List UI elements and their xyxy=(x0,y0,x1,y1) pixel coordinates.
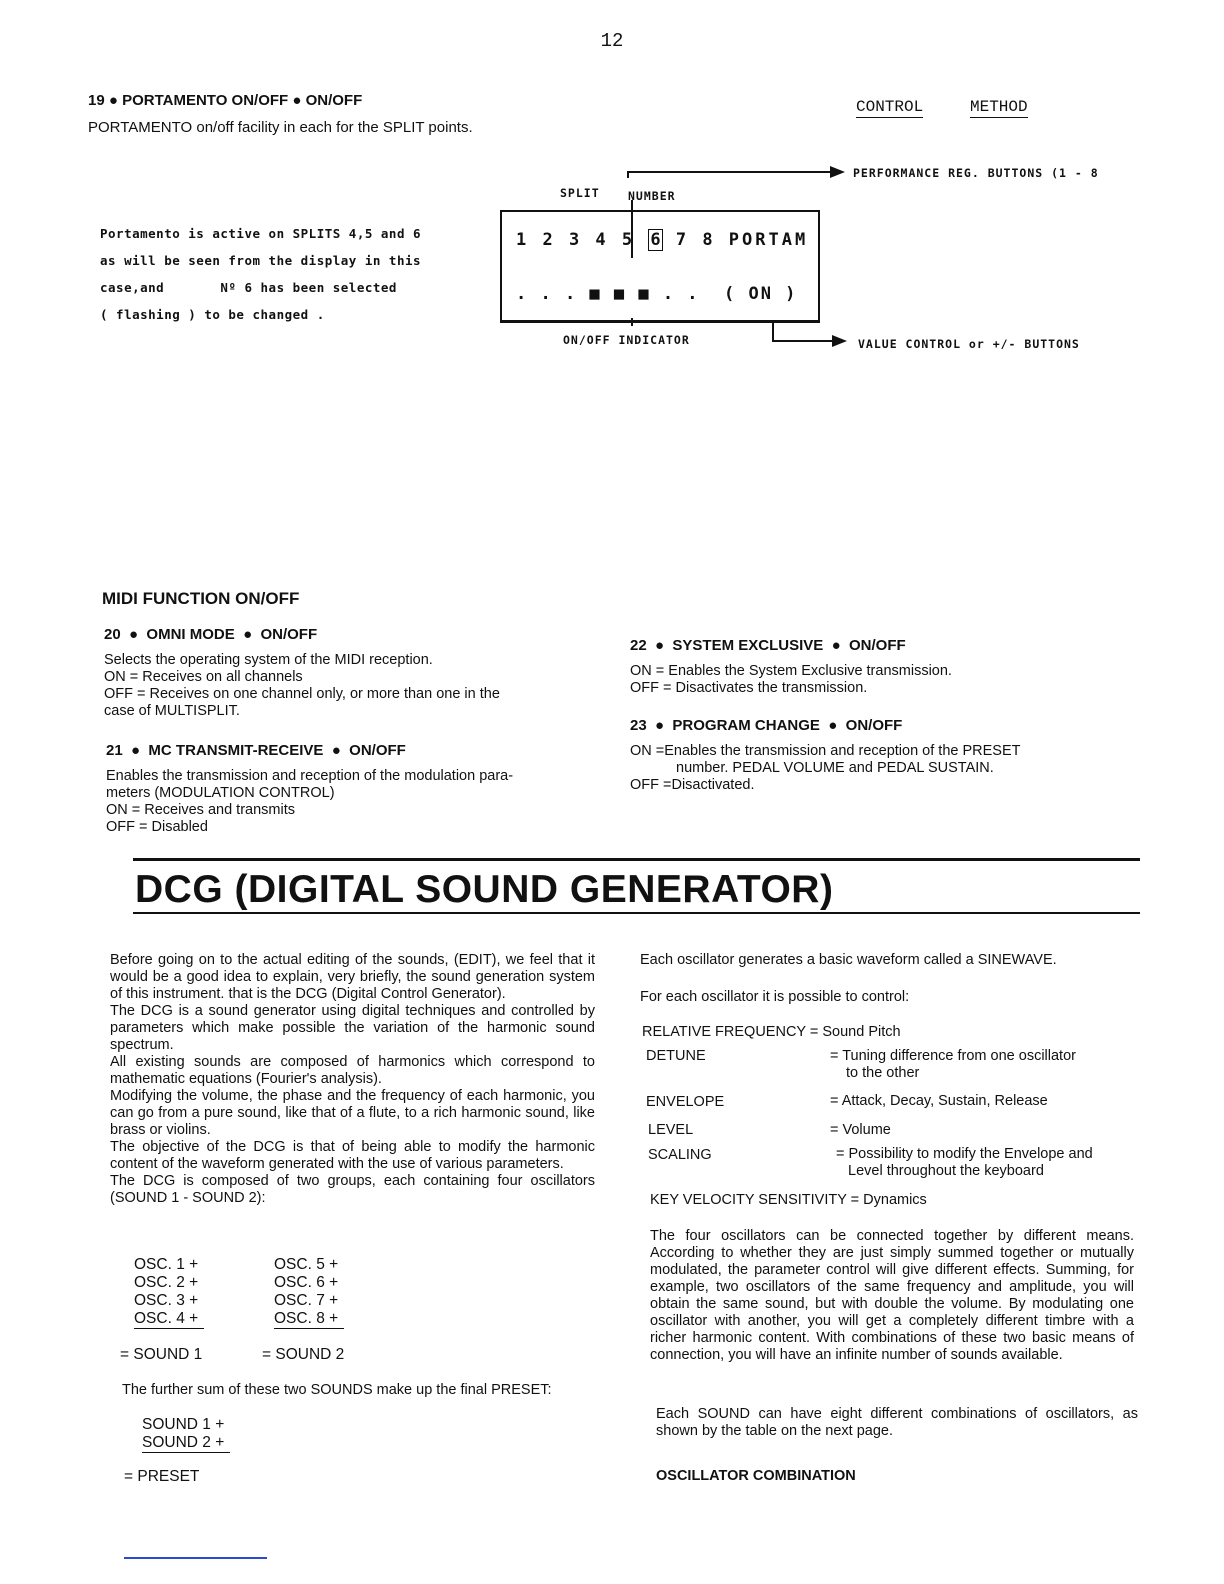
dcg-left-column xyxy=(110,952,595,1207)
note-line: as will be seen from the display in this xyxy=(100,253,422,268)
param-name: SCALING xyxy=(648,1147,712,1163)
portamento-heading: 19 ● PORTAMENTO ON/OFF ● ON/OFF xyxy=(88,92,363,109)
divider xyxy=(133,858,1140,861)
osc-column-1 xyxy=(134,1256,204,1329)
param-name: ENVELOPE xyxy=(646,1094,725,1110)
sound1-result: = SOUND 1 xyxy=(120,1346,203,1363)
combinations-paragraph: Each SOUND can have eight different combinations of oscillators, as shown by the table on the next page. xyxy=(656,1406,1138,1439)
text-line: ON = Receives on all channels xyxy=(104,669,303,685)
paragraph: The DCG is composed of two groups, each containing four oscillators (SOUND 1 - SOUND 2): xyxy=(110,1173,595,1206)
text-line: Enables the transmission and reception of the modulation para- xyxy=(106,768,514,784)
param-name: LEVEL xyxy=(648,1122,694,1138)
text-line: OFF =Disactivated. xyxy=(630,777,755,793)
osc-item: OSC. 7 + xyxy=(274,1292,339,1309)
indicator-label: ON/OFF INDICATOR xyxy=(563,333,690,347)
further-sum: The further sum of these two SOUNDS make up the final PRESET: xyxy=(122,1382,552,1398)
osc-item: OSC. 5 + xyxy=(274,1256,339,1273)
osc-column-2 xyxy=(274,1256,344,1329)
lcd-selected-digit: 6 xyxy=(650,230,661,250)
right-intro: Each oscillator generates a basic waveform called a SINEWAVE. xyxy=(640,952,1057,968)
page-number: 12 xyxy=(600,30,624,52)
section-heading: 20 ● OMNI MODE ● ON/OFF xyxy=(104,626,318,643)
lcd-display xyxy=(500,210,820,323)
divider xyxy=(124,1557,267,1559)
param-desc: = Attack, Decay, Sustain, Release xyxy=(830,1093,1048,1109)
dcg-title: DCG (DIGITAL SOUND GENERATOR) xyxy=(135,868,834,911)
section-heading: 22 ● SYSTEM EXCLUSIVE ● ON/OFF xyxy=(630,637,906,654)
lcd-digits-after: 7 8 PORTAM xyxy=(662,230,809,250)
midi-item-23 xyxy=(630,717,1130,794)
text-line: case of MULTISPLIT. xyxy=(104,703,240,719)
sound2-result: = SOUND 2 xyxy=(262,1346,345,1363)
text-line: OFF = Disactivates the transmission. xyxy=(630,680,868,696)
sound-item: SOUND 1 + xyxy=(142,1416,225,1433)
param-desc xyxy=(830,1048,1076,1082)
section-heading: 23 ● PROGRAM CHANGE ● ON/OFF xyxy=(630,717,903,734)
osc-item: OSC. 2 + xyxy=(134,1274,199,1291)
text-line: Level throughout the keyboard xyxy=(848,1163,1044,1179)
param-desc: = Volume xyxy=(830,1122,891,1138)
lcd-row-2: . . . ■ ■ ■ . . ( ON ) xyxy=(516,284,798,304)
oscillator-combination-heading: OSCILLATOR COMBINATION xyxy=(656,1468,856,1484)
lcd-row-1 xyxy=(516,230,808,250)
value-label: VALUE CONTROL or +/- BUTTONS xyxy=(858,337,1080,351)
note-line: ( flashing ) to be changed . xyxy=(100,307,325,322)
connection-paragraph: The four oscillators can be connected together by different means. According to whether they are just simply summed together or mutually modulated, the parameter control will give different effects. Summing, for example, two oscillators of the same frequency and amplitude, you will obtain the same sound, but with double the volume. By modulating one oscillator with another, you will get a completely different timbre with a richer harmonic content. With combinations of these two basic means of connection, you will have an infinite number of sounds available. xyxy=(650,1228,1134,1363)
text-line: meters (MODULATION CONTROL) xyxy=(106,785,335,801)
text-line: OFF = Receives on one channel only, or more than one in the xyxy=(104,686,500,702)
method-label: METHOD xyxy=(970,98,1028,116)
relative-frequency: RELATIVE FREQUENCY = Sound Pitch xyxy=(642,1024,901,1040)
section-heading: 21 ● MC TRANSMIT-RECEIVE ● ON/OFF xyxy=(106,742,406,759)
note-line: Portamento is active on SPLITS 4,5 and 6 xyxy=(100,226,422,241)
param-desc xyxy=(836,1146,1093,1180)
paragraph: The objective of the DCG is that of being able to modify the harmonic content of the waveform generated with the use of various parameters. xyxy=(110,1139,595,1172)
paragraph: The DCG is a sound generator using digital techniques and controlled by parameters which make possible the variation of the harmonic sound spectrum. xyxy=(110,1003,595,1053)
paragraph: All existing sounds are composed of harmonics which correspond to mathematic equations (Fourier's analysis). xyxy=(110,1054,595,1087)
midi-item-22 xyxy=(630,637,1130,697)
arrow-right-icon xyxy=(830,166,845,178)
text-line: to the other xyxy=(846,1065,920,1081)
performance-label: PERFORMANCE REG. BUTTONS (1 - 8 xyxy=(853,166,1099,180)
portamento-description: PORTAMENTO on/off facility in each for the SPLIT points. xyxy=(88,119,473,136)
midi-item-20 xyxy=(104,626,594,720)
arrow-right-icon xyxy=(832,335,847,347)
osc-item: OSC. 6 + xyxy=(274,1274,339,1291)
param-name: DETUNE xyxy=(646,1048,706,1064)
osc-item: OSC. 1 + xyxy=(134,1256,199,1273)
osc-item: OSC. 4 + xyxy=(134,1310,204,1329)
split-label: SPLIT xyxy=(560,186,600,200)
osc-item: OSC. 8 + xyxy=(274,1310,344,1329)
diagram-arrows xyxy=(0,0,1224,400)
sound-sum xyxy=(142,1416,230,1453)
paragraph: Modifying the volume, the phase and the frequency of each harmonic, you can go from a pure sound, like that of a flute, to a rich harmonic sound, like brass or violins. xyxy=(110,1088,595,1138)
text-line: OFF = Disabled xyxy=(106,819,208,835)
text-line: ON =Enables the transmission and reception of the PRESET xyxy=(630,743,1021,759)
lcd-digits-before: 1 2 3 4 5 xyxy=(516,230,649,250)
text-line: ON = Enables the System Exclusive transmission. xyxy=(630,663,952,679)
midi-heading: MIDI FUNCTION ON/OFF xyxy=(102,589,300,608)
control-intro: For each oscillator it is possible to control: xyxy=(640,989,910,1005)
osc-item: OSC. 3 + xyxy=(134,1292,199,1309)
paragraph: Before going on to the actual editing of the sounds, (EDIT), we feel that it would be a good idea to explain, very briefly, the sound generation system of this instrument. that is the DCG (Digital Control Generator). xyxy=(110,952,595,1002)
text-line: Selects the operating system of the MIDI reception. xyxy=(104,652,433,668)
control-label: CONTROL xyxy=(856,98,924,116)
key-velocity: KEY VELOCITY SENSITIVITY = Dynamics xyxy=(650,1192,927,1208)
text-line: = Possibility to modify the Envelope and xyxy=(836,1146,1093,1162)
text-line: ON = Receives and transmits xyxy=(106,802,295,818)
midi-item-21 xyxy=(106,742,596,836)
divider xyxy=(133,912,1140,914)
note-line: case,and Nº 6 has been selected xyxy=(100,280,397,295)
number-label: NUMBER xyxy=(628,189,676,203)
sound-item: SOUND 2 + xyxy=(142,1434,230,1453)
preset-result: = PRESET xyxy=(124,1468,200,1485)
text-line: = Tuning difference from one oscillator xyxy=(830,1048,1076,1064)
text-line: number. PEDAL VOLUME and PEDAL SUSTAIN. xyxy=(676,760,994,776)
